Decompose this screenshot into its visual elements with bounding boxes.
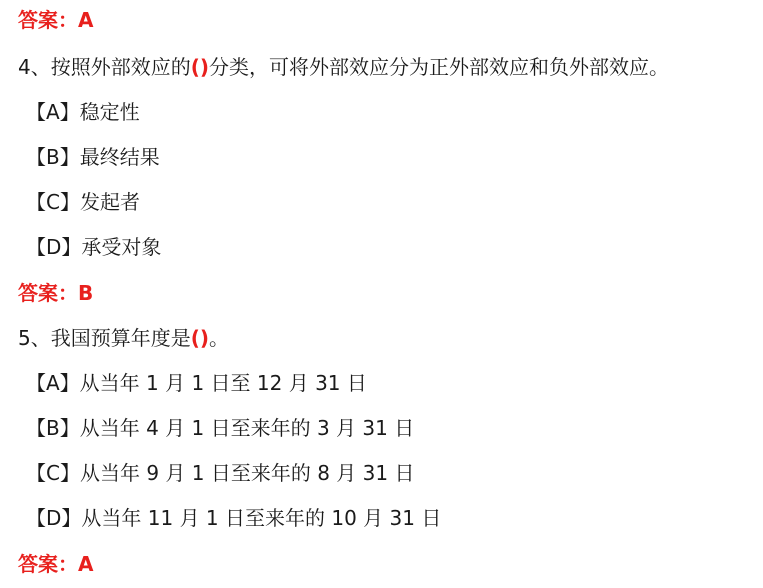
option-c: 【C】发起者 (26, 190, 140, 214)
option-b: 【B】最终结果 (26, 145, 160, 169)
option-b: 【B】从当年 4 月 1 日至来年的 3 月 31 日 (26, 416, 415, 440)
option-d: 【D】承受对象 (26, 235, 162, 259)
question-blank: () (190, 326, 210, 350)
option-d: 【D】从当年 11 月 1 日至来年的 10 月 31 日 (26, 506, 442, 530)
answer-value: A (78, 8, 94, 32)
answer-value: B (78, 281, 94, 305)
answer-label: 答案 (18, 281, 58, 305)
question-text-after: 。 (209, 326, 230, 350)
question-4 (18, 53, 669, 81)
option-a: 【A】从当年 1 月 1 日至 12 月 31 日 (26, 371, 367, 395)
question-5 (18, 324, 229, 352)
answer-line (18, 6, 93, 34)
question-text-before: 我国预算年度是 (50, 326, 191, 350)
option-c: 【C】从当年 9 月 1 日至来年的 8 月 31 日 (26, 461, 415, 485)
option-a: 【A】稳定性 (26, 100, 140, 124)
answer-line (18, 279, 93, 307)
answer-value: A (78, 552, 94, 576)
question-text-before: 按照外部效应的 (50, 55, 191, 79)
answer-colon: ： (58, 8, 78, 32)
answer-label: 答案 (18, 552, 58, 576)
answer-colon: ： (58, 281, 78, 305)
answer-label: 答案 (18, 8, 58, 32)
answer-line (18, 550, 93, 578)
answer-colon: ： (58, 552, 78, 576)
question-text-after: 分类，可将外部效应分为正外部效应和负外部效应。 (209, 55, 670, 79)
question-blank: () (190, 55, 210, 79)
question-number: 5、 (18, 326, 51, 350)
question-number: 4、 (18, 55, 51, 79)
